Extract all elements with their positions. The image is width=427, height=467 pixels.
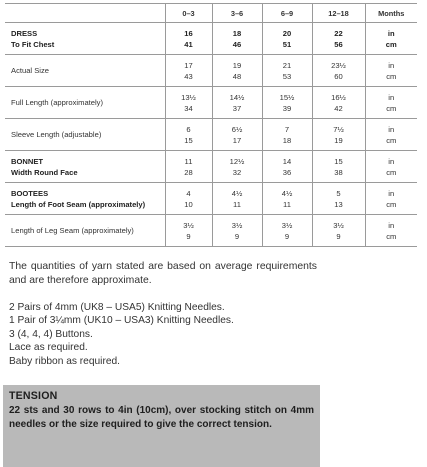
table-cell [165,151,212,183]
cell-value-cm: 37 [232,103,242,113]
row-label [5,183,165,215]
cell-value-cm: 46 [232,39,242,49]
cell-value-inches: 4½ [281,188,293,198]
cell-value-cm: 36 [282,167,292,177]
table-row [5,119,417,151]
cell-value-inches: in [388,156,395,166]
cell-value-cm: 60 [334,71,343,81]
cell-value-inches: in [388,220,395,230]
table-cell [365,183,417,215]
cell-value-cm: 9 [234,231,240,241]
measurements-table [5,3,417,247]
cell-value-inches: 14½ [229,92,245,102]
table-cell [365,119,417,151]
cell-value-cm: 9 [186,231,191,241]
cell-value-cm: 28 [184,167,193,177]
table-cell [262,87,312,119]
row-label-primary: Length of Leg Seam (approximately) [11,226,134,235]
cell-value-cm: 56 [334,39,343,49]
cell-value-inches: 16 [184,28,193,38]
yarn-quantity-note: The quantities of yarn stated are based on average requirements and are therefore approximate. [9,261,317,286]
cell-value-inches: 3½ [231,220,243,230]
cell-value-cm: cm [386,231,397,241]
row-label-primary: Actual Size [11,66,49,75]
table-cell [212,55,262,87]
materials-item: 2 Pairs of 4mm (UK8 – USA5) Knitting Needles. [9,302,225,313]
cell-value-cm: cm [386,199,397,209]
cell-value-cm: 39 [282,103,292,113]
table-cell [312,183,365,215]
cell-value-cm: cm [386,167,397,177]
row-label [5,55,165,87]
table-cell [262,183,312,215]
table-row [5,151,417,183]
table-cell [212,23,262,55]
table-row [5,55,417,87]
table-cell [365,151,417,183]
cell-value-cm: cm [385,39,397,49]
cell-value-inches: 16½ [331,92,346,102]
cell-value-inches: 4 [186,188,191,198]
cell-value-inches: in [388,60,395,70]
table-cell [312,23,365,55]
table-row [5,87,417,119]
header-cell [5,4,165,23]
table-row [5,215,417,247]
table-cell [312,215,365,247]
cell-value-inches: 21 [282,60,292,70]
cell-value-cm: 38 [334,167,343,177]
table-cell [165,215,212,247]
table-cell [365,23,417,55]
header-cell: 6–9 [262,4,312,23]
cell-value-inches: in [388,188,395,198]
table-cell [212,151,262,183]
cell-value-cm: 32 [232,167,242,177]
cell-value-cm: 11 [283,199,291,209]
cell-value-inches: 17 [184,60,193,70]
cell-value-inches: 14 [282,156,292,166]
row-label [5,215,165,247]
header-cell: 12–18 [312,4,365,23]
row-label-primary: BONNET [11,156,44,166]
cell-value-cm: 15 [184,135,193,145]
table-cell [212,183,262,215]
cell-value-inches: 3½ [333,220,344,230]
table-header-row [5,4,417,23]
row-label-primary: BOOTEES [11,188,49,198]
cell-value-cm: 53 [282,71,292,81]
table-cell [262,55,312,87]
table-row [5,183,417,215]
cell-value-cm: 51 [282,39,292,49]
cell-value-inches: in [388,124,395,134]
materials-item: 3 (4, 4, 4) Buttons. [9,328,93,340]
row-label-primary: DRESS [11,28,38,38]
tension-box [3,385,320,467]
cell-value-cm: 42 [334,103,343,113]
cell-value-inches: 7 [284,124,290,134]
table-cell [262,119,312,151]
table-cell [262,151,312,183]
cell-value-inches: 11 [184,156,193,166]
materials-item: Baby ribbon as required. [9,355,120,367]
cell-value-cm: 34 [184,103,193,113]
cell-value-inches: 19 [232,60,242,70]
row-label-secondary: To Fit Chest [11,39,55,49]
table-cell [365,215,417,247]
cell-value-inches: 6 [186,124,191,134]
table-cell [165,55,212,87]
cell-value-inches: 15½ [279,92,295,102]
header-cell: Months [365,4,417,23]
table-cell [165,87,212,119]
cell-value-inches: 22 [334,28,343,38]
cell-value-inches: 3½ [183,220,194,230]
cell-value-cm: 41 [184,39,193,49]
cell-value-inches: 4½ [231,188,243,198]
cell-value-cm: 11 [233,199,241,209]
materials-item: Lace as required. [9,342,88,354]
row-label-secondary: Width Round Face [11,167,78,177]
cell-value-inches: 7½ [333,124,344,134]
header-cell: 3–6 [212,4,262,23]
table-cell [365,55,417,87]
table-cell [365,87,417,119]
tension-title: TENSION [9,390,58,402]
row-label [5,119,165,151]
materials-item: 1 Pair of 3¼mm (UK10 – USA3) Knitting Needles. [9,315,234,327]
row-label-secondary: Length of Foot Seam (approximately) [11,199,146,209]
cell-value-cm: 43 [184,71,193,81]
row-label [5,87,165,119]
table-cell [212,119,262,151]
cell-value-inches: in [388,92,395,102]
cell-value-inches: 18 [232,28,242,38]
cell-value-inches: 20 [282,28,292,38]
table-cell [212,215,262,247]
cell-value-inches: 3½ [281,220,293,230]
cell-value-inches: 13½ [181,92,196,102]
header-cell: 0–3 [165,4,212,23]
table-cell [165,23,212,55]
cell-value-cm: cm [386,71,397,81]
table-cell [165,183,212,215]
cell-value-cm: 48 [232,71,242,81]
cell-value-inches: 23½ [331,60,346,70]
table-cell [212,87,262,119]
table-cell [312,119,365,151]
table-cell [262,215,312,247]
cell-value-inches: 12½ [229,156,245,166]
row-label-primary: Sleeve Length (adjustable) [11,130,102,139]
cell-value-inches: 6½ [231,124,243,134]
table-cell [312,87,365,119]
cell-value-cm: 10 [184,199,193,209]
row-label [5,23,165,55]
cell-value-cm: cm [386,103,397,113]
cell-value-cm: 18 [282,135,292,145]
row-label-primary: Full Length (approximately) [11,98,104,107]
table-cell [312,151,365,183]
table-cell [165,119,212,151]
cell-value-inches: 5 [336,188,341,198]
table-cell [312,55,365,87]
materials-list [9,301,234,368]
cell-value-inches: 15 [334,156,343,166]
table-row [5,23,417,55]
cell-value-cm: 9 [284,231,290,241]
row-label [5,151,165,183]
cell-value-cm: 17 [232,135,242,145]
cell-value-cm: cm [386,135,397,145]
cell-value-cm: 19 [334,135,343,145]
cell-value-inches: in [387,28,395,38]
cell-value-cm: 13 [334,199,343,209]
table-cell [262,23,312,55]
cell-value-cm: 9 [336,231,341,241]
tension-body: 22 sts and 30 rows to 4in (10cm), over stocking stitch on 4mm needles or the size required to give the correct tension. [9,405,314,430]
